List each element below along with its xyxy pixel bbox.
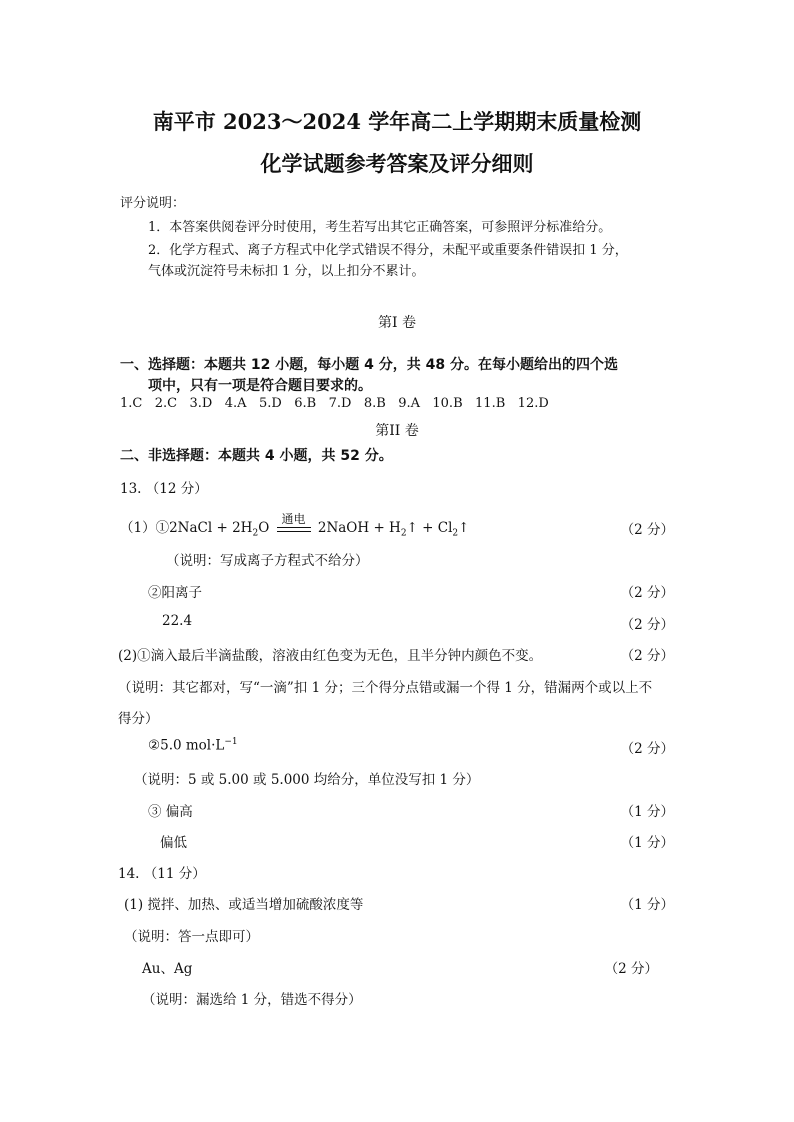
document-title: 南平市 2023～2024 学年高二上学期期末质量检测 (152, 109, 642, 134)
part1-label: 第I 卷 (378, 315, 416, 331)
notes-item-2-cont: 气体或沉淀符号未标扣 1 分，以上扣分不累计。 (148, 264, 425, 279)
eq-products-cont: ↑ + Cl (406, 520, 453, 536)
answer-6: 6.B (294, 396, 317, 411)
q13-note-3: （说明：5 或 5.00 或 5.000 均给分，单位没写扣 1 分） (134, 772, 480, 788)
answer-11: 11.B (475, 396, 506, 411)
q13-equation (120, 512, 470, 539)
q13-part2-4-score: （1 分） (620, 835, 674, 851)
answer-8: 8.B (363, 396, 386, 411)
part1-heading: 一、选择题：本题共 12 小题，每小题 4 分，共 48 分。在每小题给出的四个选 (120, 357, 618, 373)
q13-part2-2-score: （2 分） (620, 741, 674, 757)
q13-note-2: （说明：其它都对，写“一滴”扣 1 分；三个得分点错或漏一个得 1 分，错漏两个或以上不 (118, 680, 653, 696)
q13-note-2-cont: 得分） (118, 711, 159, 727)
q13-1-score: （2 分） (620, 522, 674, 538)
q13-answer-2: ②阳离子 (148, 585, 202, 601)
q13-answer-2-score: （2 分） (620, 585, 674, 601)
notes-item-2: 2．化学方程式、离子方程式中化学式错误不得分，未配平或重要条件错误扣 1 分， (148, 243, 628, 258)
reaction-condition: 通电 (281, 512, 306, 526)
equals-sign (277, 527, 311, 532)
q14-answer-2: Au、Ag (142, 961, 193, 977)
q13-note-1: （说明：写成离子方程式不给分） (166, 553, 369, 569)
q14-note-2: （说明：漏选给 1 分，错选不得分） (142, 992, 362, 1008)
notes-heading: 评分说明： (120, 196, 186, 211)
eq-subscript: 2 (400, 528, 407, 539)
concentration-value: ②5.0 mol·L (148, 737, 225, 754)
unit-exponent: −1 (224, 737, 238, 747)
q14-note-1: （说明：答一点即可） (124, 929, 259, 945)
part2-heading: 二、非选择题：本题共 4 小题，共 52 分。 (120, 448, 393, 464)
q14-answer-2-score: （2 分） (604, 961, 658, 977)
answer-9: 9.A (398, 396, 420, 411)
q13-part2-1: (2)①滴入最后半滴盐酸，溶液由红色变为无色，且半分钟内颜色不变。 (118, 648, 543, 664)
q13-answer-3: 22.4 (162, 613, 193, 629)
notes-item-1: 1．本答案供阅卷评分时使用，考生若写出其它正确答案，可参照评分标准给分。 (148, 220, 612, 235)
answer-7: 7.D (328, 396, 352, 411)
answer-12: 12.D (517, 396, 549, 411)
answer-5: 5.D (258, 396, 282, 411)
answer-10: 10.B (432, 396, 463, 411)
answer-1: 1.C (120, 396, 143, 411)
q13-part2-1-score: （2 分） (620, 648, 674, 664)
q13-answer-3-score: （2 分） (620, 617, 674, 633)
answer-4: 4.A (224, 396, 247, 411)
eq-subscript: 2 (252, 528, 259, 539)
eq-subscript: 2 (452, 528, 459, 539)
eq-products: 2NaOH + H (317, 520, 401, 536)
document-subtitle: 化学试题参考答案及评分细则 (260, 151, 534, 176)
eq-gas-arrow: ↑ (458, 520, 470, 536)
q14-part1-score: （1 分） (620, 897, 674, 913)
answer-3: 3.D (189, 396, 213, 411)
q14-heading: 14. （11 分） (118, 866, 206, 882)
q14-part1: (1) 搅拌、加热、或适当增加硫酸浓度等 (124, 897, 364, 913)
part1-heading-cont: 项中，只有一项是符合题目要求的。 (148, 378, 372, 394)
reaction-arrow (277, 512, 311, 532)
q13-heading: 13. （12 分） (120, 481, 208, 497)
eq-oxygen: O (258, 520, 270, 536)
part2-label: 第II 卷 (375, 423, 419, 439)
q13-part2-4: 偏低 (160, 835, 187, 851)
q13-part2-2 (148, 737, 238, 754)
answer-list (120, 396, 549, 411)
eq-reactants: （1）①2NaCl + 2H (120, 520, 253, 536)
q13-part2-3: ③ 偏高 (148, 804, 193, 820)
q13-part2-3-score: （1 分） (620, 804, 674, 820)
answer-2: 2.C (154, 396, 178, 411)
